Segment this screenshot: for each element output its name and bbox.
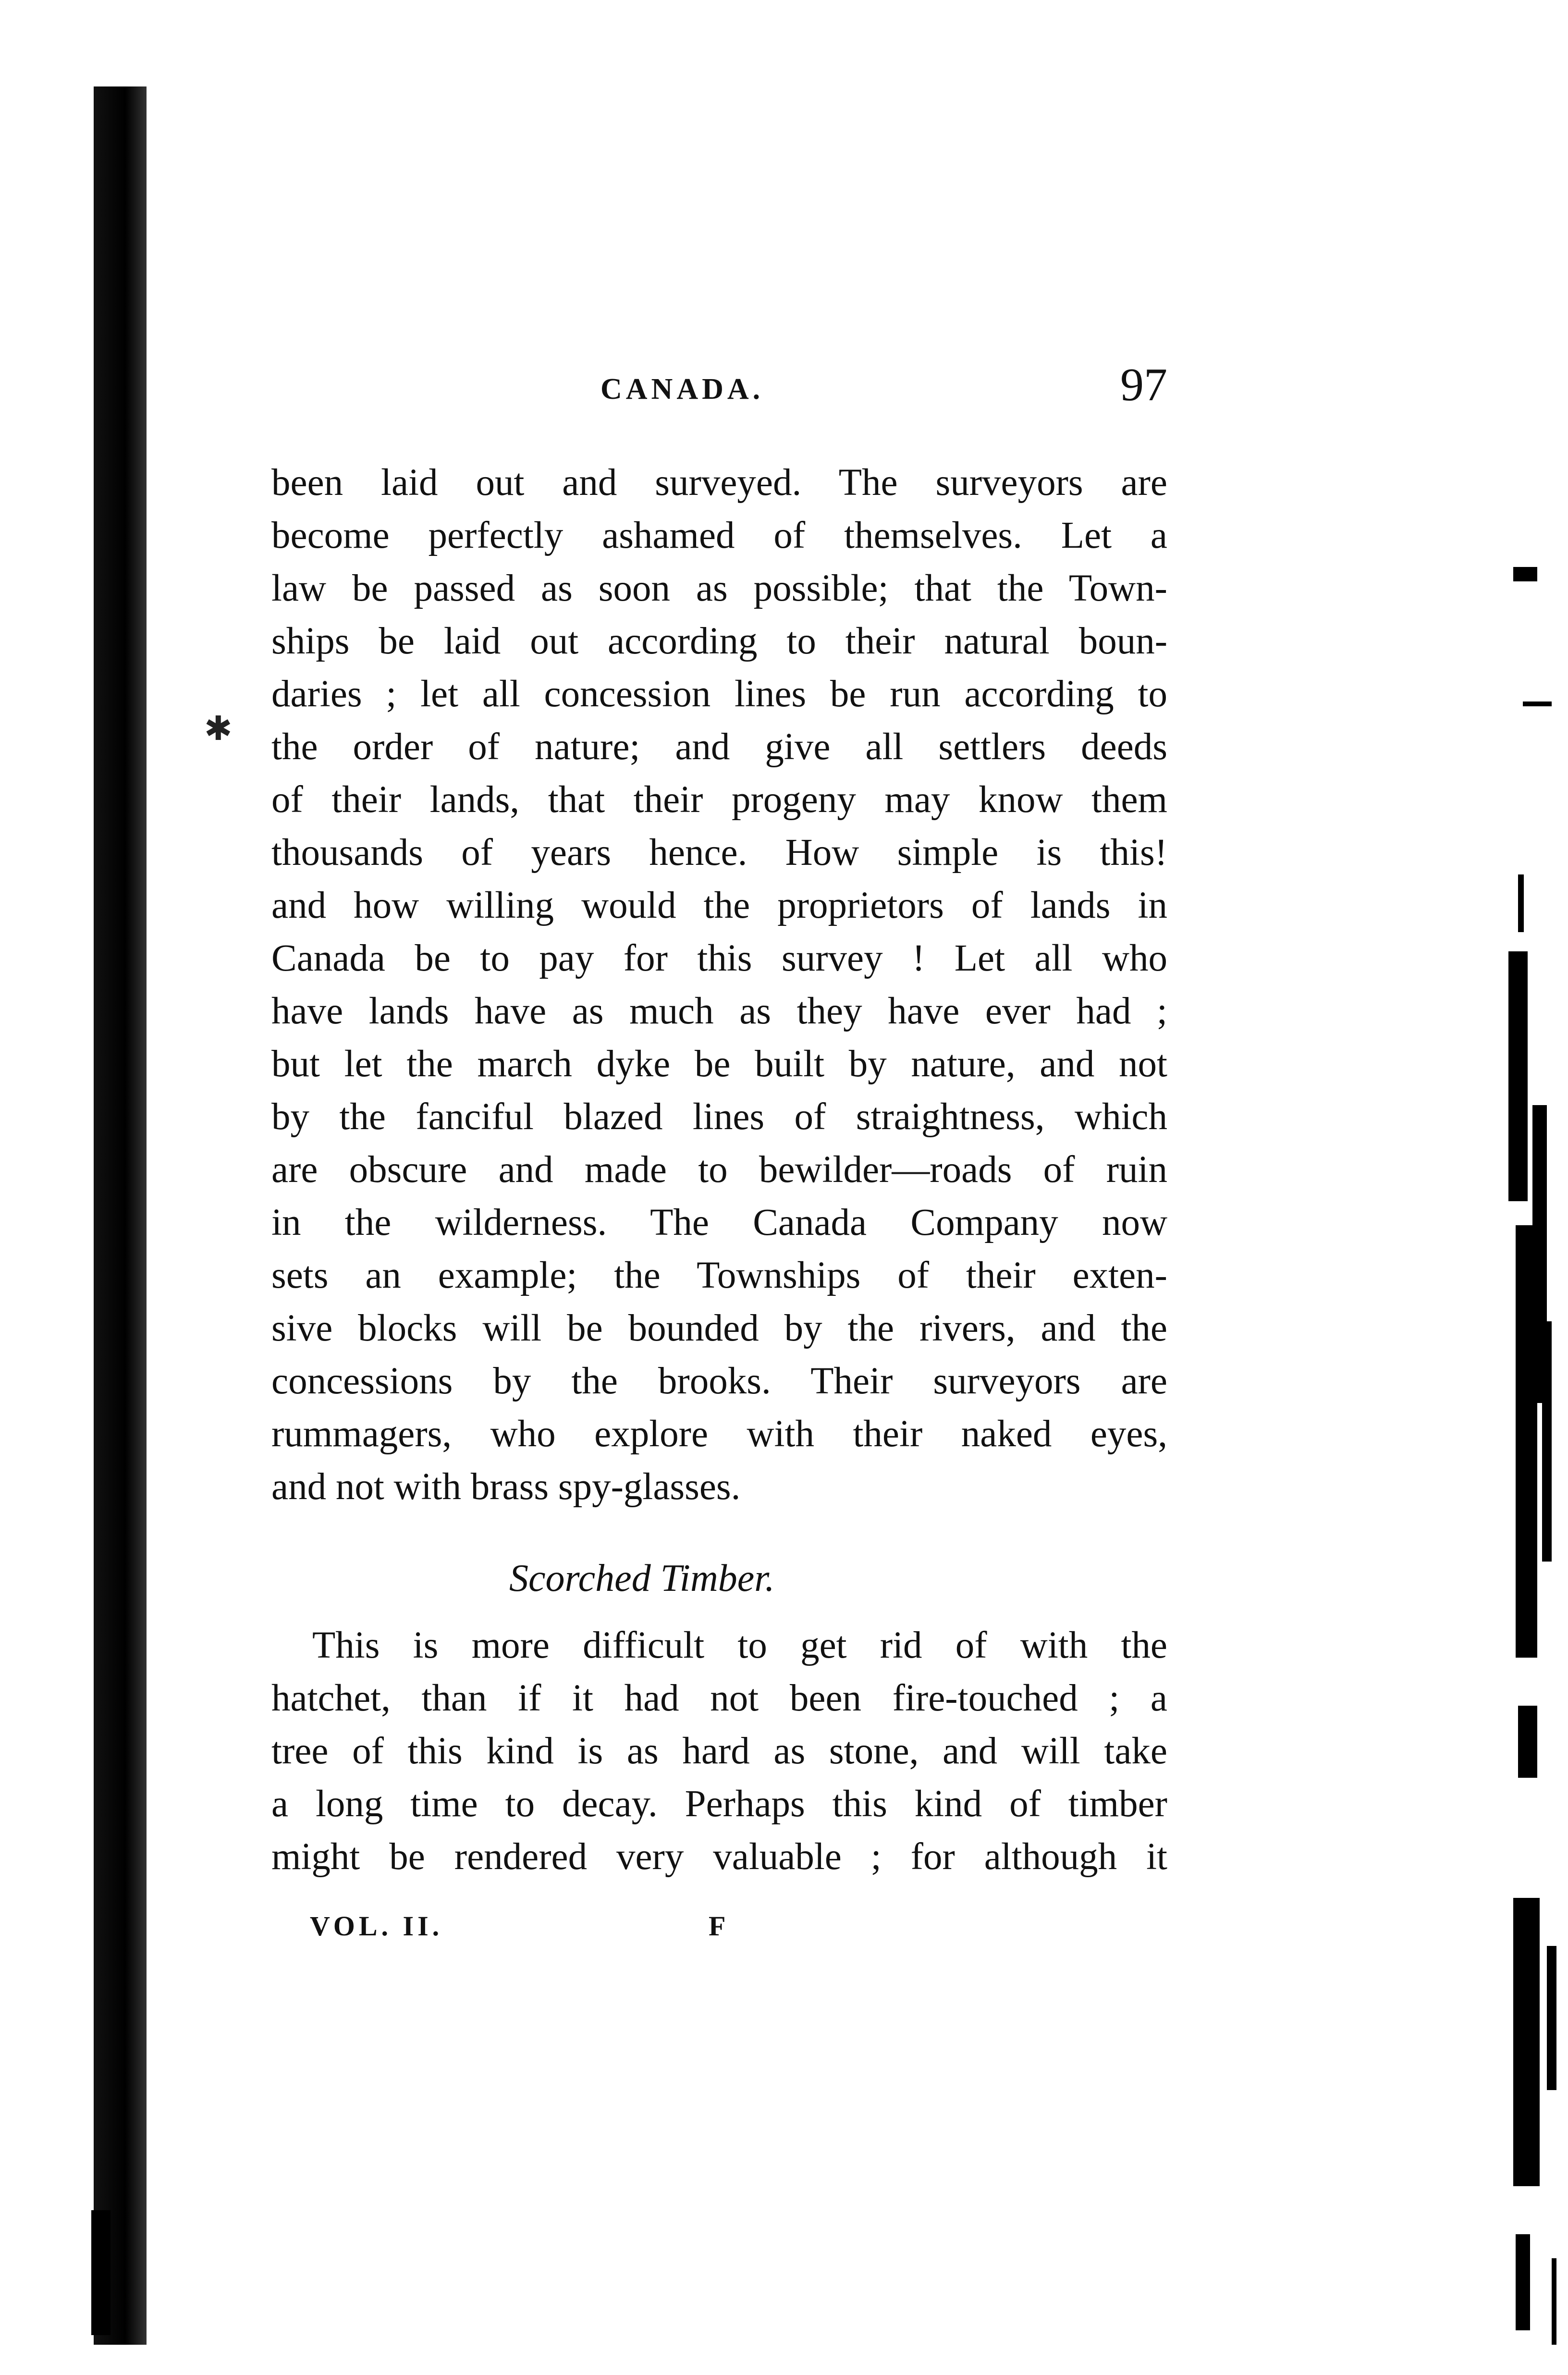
- text-line: by the fanciful blazed lines of straightness, which: [271, 1096, 1167, 1138]
- page-binding-notch: [91, 2210, 110, 2335]
- text-line: hatchet, than if it had not been fire-touched ; a: [271, 1677, 1167, 1719]
- paragraph-main: [271, 456, 1167, 1514]
- text-line: ships be laid out according to their natural boun-: [271, 620, 1167, 662]
- page-binding-shadow: [94, 86, 147, 2345]
- margin-pointer-mark: ✱: [204, 711, 233, 748]
- volume-label: VOL. II.: [310, 1910, 443, 1942]
- text-line: and how willing would the proprietors of lands in: [271, 885, 1167, 926]
- text-line: sive blocks will be bounded by the rivers, and the: [271, 1307, 1167, 1349]
- text-line: might be rendered very valuable ; for although it: [271, 1836, 1167, 1878]
- text-line: and not with brass spy-glasses.: [271, 1466, 741, 1508]
- text-line: tree of this kind is as hard as stone, and will take: [271, 1730, 1167, 1772]
- next-page-edge: [1480, 529, 1566, 2354]
- text-line: sets an example; the Townships of their exten-: [271, 1255, 1167, 1296]
- paragraph-scorched-timber: [271, 1619, 1167, 1883]
- text-line: This is more difficult to get rid of with the: [312, 1624, 1167, 1666]
- text-line: Canada be to pay for this survey ! Let all who: [271, 937, 1167, 979]
- text-line: are obscure and made to bewilder—roads of ruin: [271, 1149, 1167, 1191]
- text-line: daries ; let all concession lines be run according to: [271, 673, 1167, 715]
- text-line: thousands of years hence. How simple is this!: [271, 832, 1167, 874]
- text-line: in the wilderness. The Canada Company now: [271, 1202, 1167, 1243]
- text-line: law be passed as soon as possible; that the Town-: [271, 567, 1167, 609]
- text-line: concessions by the brooks. Their surveyors are: [271, 1360, 1167, 1402]
- running-head: CANADA.: [600, 373, 764, 406]
- text-line: the order of nature; and give all settlers deeds: [271, 726, 1167, 768]
- page-footer: [310, 1910, 742, 1953]
- text-line: a long time to decay. Perhaps this kind of timber: [271, 1783, 1167, 1825]
- text-line: been laid out and surveyed. The surveyors are: [271, 462, 1167, 504]
- page-number: 97: [1120, 359, 1167, 411]
- text-line: rummagers, who explore with their naked eyes,: [271, 1413, 1167, 1455]
- text-line: of their lands, that their progeny may know them: [271, 779, 1167, 821]
- text-line: have lands have as much as they have ever had ;: [271, 990, 1167, 1032]
- signature-mark: F: [709, 1910, 726, 1942]
- text-line: but let the march dyke be built by nature, and not: [271, 1043, 1167, 1085]
- page-header: [274, 358, 1167, 420]
- section-heading: Scorched Timber.: [509, 1557, 775, 1600]
- text-line: become perfectly ashamed of themselves. Let a: [271, 515, 1167, 556]
